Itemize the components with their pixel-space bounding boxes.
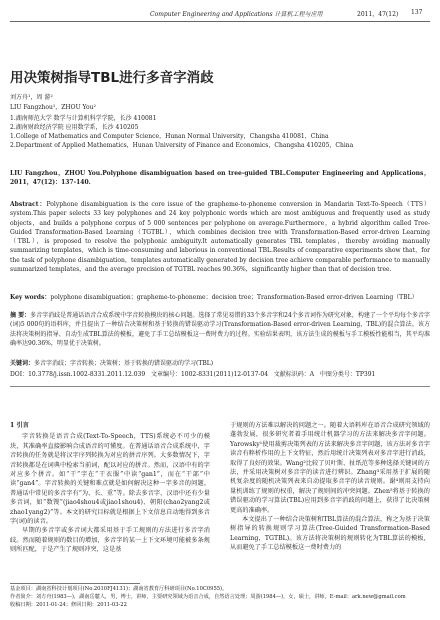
affiliation-4: 2.Department of Applied Mathematics，Hunan University of Finance and Economics，Changsha 410205，China <box>10 142 354 149</box>
section-heading: 1 引言 <box>10 422 29 429</box>
footnotes <box>10 585 430 609</box>
footnote-funding: 基金项目：湖南省科技计划项目(No.2010FJ4131)；湖南省教育厅科研项目(No.10C0955)。 <box>10 586 228 592</box>
document-code: 文献标识码：A <box>273 371 315 378</box>
paper-title: 用决策树指导TBL进行多音字消歧 <box>10 70 214 86</box>
journal-name: Computer Engineering and Applications 计算机工程与应用 <box>150 11 323 18</box>
doi-line <box>10 370 375 379</box>
abstract-en-text: Polyphone disambiguation is the core issue of the grapheme-to-phoneme conversion in Mandarin Text-To-Speech（TTS）system.This paper selects 33 key polyphones and 24 key polyphonic words which are most ambiguous and frequently used as study objects，and builds a polyphone corpus of 5 000 sentences per polyphone on average.Furthermore，a hybrid algorithm called Tree-Guided Transformation-Based Learning（TGTBL），which combines decision tree with Transformation-Based error-driven Learning（TBL），is proposed to resolve the polyphonic ambiguity.It automatically generates TBL templates，thereby avoiding manually summarizing templates，which is time-consuming and laborious in conventional TBL.Results of comparative experiments show that，for the task of polyphone disambiguation，templates automatically generated by decision tree achieve comparable performance to manually summarized templates，and the average precision of TGTBL reaches 90.36%，significantly higher than that of decision tree. <box>10 201 431 274</box>
footnote-authors: 作者简介：刘方舟(1983—)，湖南岳麓人，男，博士，讲师，主要研究领域为语音合成，自然语言处理；周游(1984—)，女，硕士，讲师。E-mail：ark.new@gmail.com <box>10 594 406 600</box>
keywords-cn <box>10 359 430 368</box>
running-header <box>10 6 430 20</box>
affiliation-3: 1.College of Mathematics and Computer Science，Hunan Normal University，Changsha 410081，China <box>10 133 329 140</box>
article-number: 文章编号：1002-8331(2011)12-0137-04 <box>150 371 269 378</box>
issue-date: 2011，47(12) <box>357 11 399 18</box>
header-rule <box>10 21 430 22</box>
abstract-cn-label: 摘 要： <box>10 312 31 319</box>
keywords-en <box>10 293 430 302</box>
footnote-rule <box>10 583 140 584</box>
body-paragraph: 早期的多音字或多音词大都采用基于手工规则的方法进行多音字消歧。然而随着规则的数目的增加，多音字的某一上下文环境可能被多条规则所匹配，于是产生了规则冲突，这是基 <box>10 527 210 554</box>
affiliation-2: 2.湖南财政经济学院 应用数学系，长沙 410205 <box>10 124 139 131</box>
body-paragraph: 于规则的方法难以解决的问题之一。随着大语料库在语音合成研究领域的蓬勃发展，很多研究者着手用统计机器学习的方法来解决多音字问题。Yarowsky¹使用裁剪决策列表的方法来解决多音字问题，该方法对多音字读音有粹析作用的上下文特征，然后用统计决策列表对多音字进行消歧，取得了良好的效果。Wang²比较了贝叶斯、扯纸范等多种选择关键词的方法，并采用决策树对多音字的读音进行辨识。Zhang³采用基于扩展的随机复杂度的随机决策列表来自动提取多音字的读音规则。谢⁴则用支持向量机训练了规则的权重，解决了规则间的冲突问题。Zhen⁵将基于转换的错误驱动的学习算法(TBL)应用到多音字消歧的问题上，获得了比决策树更高的准确率。 <box>230 422 430 514</box>
body-paragraph: 字音转换是语音合成(Text-To-Speech，TTS)系统必不可少的模块，其准确率直接影响合成语音的可懂度。在普通话语音合成系统中，字音转换的任务就是将汉字序列转换为对应的拼音序列。大多数情况下，字音转换都是在词典中检索当前词，配以对应的拼音。然而，汉语中有的字对应多个拼音。如“干”字在“干衣服”中读“gan1”，而在“干部”中读“gan4”。字音转换的关键和难点就是如何解决这种一字多音的问题。普通话中常见的多音字有“为、长、重”等。除去多音字，汉语中还有少量多音词，如“数馒”(jiao4shou4或jiao1shou4)、朝阳(chao2yang2或zhao1yang2)”等。本文的研究目标就是根据上下文信息自动地得到多音字(词)的读音。 <box>10 433 210 526</box>
abstract-en-label: Abstract： <box>10 201 47 208</box>
clc-number: 中图分类号：TP391 <box>319 371 376 378</box>
keywords-en-label: Key words： <box>10 294 51 301</box>
body-paragraph: 本文提出了一种结合决策树和TBL算法的混合算法，称之为基于决策树指导的转换规则学习算法(Tree-Guided Transformation-Based Learning，TGTBL)。该方法将决策树的规则转化为TBL算法的模板，从而避免了手工总结模板这一费时费力的 <box>230 516 430 552</box>
keywords-cn-label: 关键词： <box>10 360 35 367</box>
abstract-rule <box>10 386 430 387</box>
authors-cn: 刘方舟¹，周 游² <box>10 94 53 101</box>
abstract-cn-text: 多音字消歧是普通话语音合成系统中字音转换模块的核心问题。选择了常见易错的33个多音字和24个多音词作为研究对象，构建了一个平均每个多音字(词)5 000句的语料库，并且提出了一种结合决策树和基于转换的错误驱动学习(Transformation-Based error-driven Learning，TBL)的混合算法。该方法将决策树的指导、自动生成TBL算法的模板，避免了手工总结模板这一费时费力的过程。实验结果表明，该方法生成的模板与手工模板性能相当，其平均准确率达90.36%，明显优于决策树。 <box>10 312 431 347</box>
body-column-left <box>10 421 210 555</box>
footnote-dates: 收稿日期：2011-01-24；修回日期：2011-03-22 <box>10 602 127 608</box>
keywords-en-text: polyphone disambiguation；grapheme-to-phoneme；decision tree；Transformation-Based error-driven Learning（TBL） <box>50 294 418 301</box>
keywords-cn-text: 多音字消歧；字音转换；决策树；基于转换的错误驱动的学习(TBL) <box>34 360 214 367</box>
doi: DOI：10.3778/j.issn.1002-8331.2011.12.039 <box>10 371 146 378</box>
citation: LIU Fangzhou，ZHOU You.Polyphone disambiguation based on tree-guided TBL.Computer Engineering and Applications，2011，47(12)：137-140. <box>10 170 430 187</box>
page-number: 137 <box>411 9 423 16</box>
body-column-right <box>230 421 430 553</box>
abstract-cn <box>10 311 430 348</box>
abstract-en <box>10 200 430 274</box>
authors-en: LIU Fangzhou¹，ZHOU You² <box>10 104 96 111</box>
affiliation-1: 1.湖南师范大学 数学与计算机科学学院，长沙 410081 <box>10 115 157 122</box>
